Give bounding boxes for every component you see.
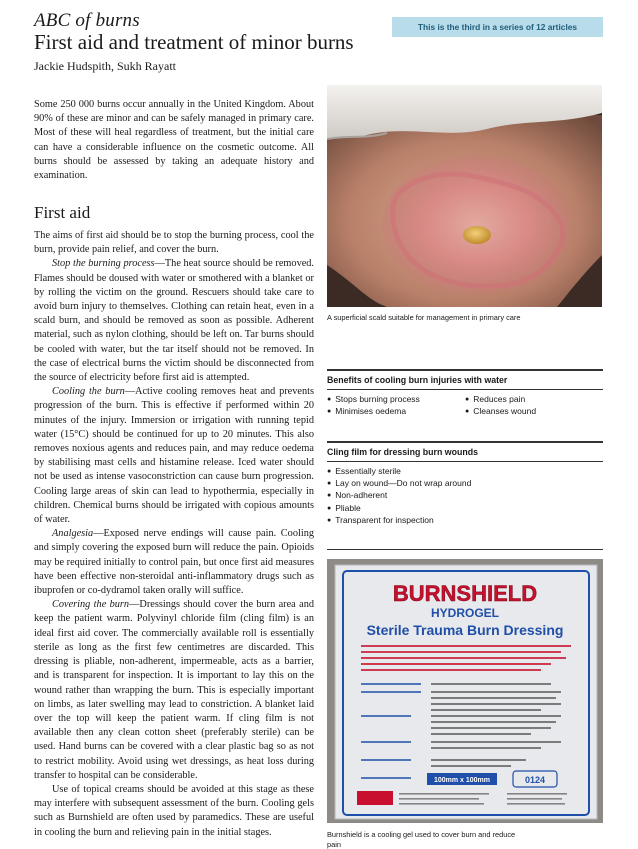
figure-caption: Burnshield is a cooling gel used to cover burn and reduce pain (327, 830, 516, 849)
section-heading-first-aid: First aid (34, 203, 91, 222)
bullet-list (327, 394, 603, 418)
box-heading: Cling film for dressing burn wounds (327, 447, 603, 462)
series-title: ABC of burns (34, 10, 140, 31)
paragraph-lead: Cooling the burn (52, 386, 125, 398)
first-aid-body (34, 229, 314, 840)
scald-photo (327, 85, 602, 307)
paragraph-text: —Dressings should cover the burn area and keep the patient warm. Polyvinyl chloride film (cling film) is an ideal first aid cover. The commercially available roll is essentially sterile as long as the first few centimetres are discarded. This dressing is pliable, non-adherent, impermeable, acts as a barrier, and is transparent for inspection. It is important to lay this on the wound rather than wrapping the burn. This is especially important on limbs, as later swelling may lead to constriction. A blanket laid over the top will keep the patient warm. If cling film is not available then any clean cotton sheet (preferably sterile) can be used. Hand burns can be covered with a clear plastic bag so as not to restrict mobility. Avoid using wet dressings, as heat loss during transfer to hospital can be considerable. (34, 599, 314, 781)
list-item: ● Minimises oedema (327, 406, 465, 418)
list-item: ● Stops burning process (327, 394, 465, 406)
paragraph-text: —Exposed nerve endings will cause pain. Cooling and simply covering the exposed burn will reduce the pain. Opioids may be required initially to control pain, but once first aid measures have been effective non-steroidal anti-inflammatory drugs such as ibuprofen or co-dydramol taken orally will suffice. (34, 528, 314, 597)
bullet-list (327, 466, 603, 527)
paragraph-text: —The heat source should be removed. Flames should be doused with water or smothered with a blanket or by rolling the victim on the ground. Rescuers should take care to avoid burn injury to themselves. Clothing can retain heat, even in a scald burn, and should be removed as soon as possible. Adherent material, such as nylon clothing, should be left on. Tar burns should be cooled with water, but the tar itself should not be removed. In the case of electrical burns the victim should be disconnected from the source of electricity before first aid is attempted. (34, 258, 315, 384)
list-item: ● Pliable (327, 503, 603, 515)
pack-size: 100mm x 100mm (433, 777, 491, 784)
cling-film-box (327, 441, 603, 527)
paragraph: The aims of first aid should be to stop the burning process, cool the burn, provide pain relief, and cover the burn. (34, 230, 314, 256)
box-heading: Benefits of cooling burn injuries with water (327, 375, 603, 390)
paragraph-lead: Covering the burn (52, 599, 130, 611)
pack-name: Sterile Trauma Burn Dressing (366, 622, 564, 638)
pack-brand: BURNSHIELD (392, 581, 538, 606)
list-item: ● Transparent for inspection (327, 515, 603, 527)
paragraph: Use of topical creams should be avoided at this stage as these may interfere with subsequent assessment of the burn. Cooling gels such as Burnshield are often used by paramedics. These are useful in cooling the burn and relieving pain in the initial stages. (34, 783, 314, 838)
pack-type: HYDROGEL (430, 606, 500, 620)
paragraph-lead: Stop the burning process (52, 258, 155, 270)
benefits-of-cooling-box (327, 369, 603, 418)
list-item: ● Cleanses wound (465, 406, 603, 418)
list-item: ● Essentially sterile (327, 466, 603, 478)
paragraph-text: —Active cooling removes heat and prevents progression of the burn. This is effective if performed within 20 minutes of the injury. Immersion or irrigation with running tepid water (15°C) should be continued for up to 20 minutes. This also removes noxious agents and reduces pain, and may reduce oedema by stabilising mast cells and histamine release. Iced water should not be used as intense vasoconstriction can cause burn progression. Cooling large areas of skin can lead to hypothermia, especially in children. Chemical burns should be irrigated with copious amounts of water. (34, 386, 314, 526)
paragraph-lead: Analgesia (52, 528, 94, 540)
burnshield-pack-photo (327, 559, 603, 823)
paragraph (34, 385, 314, 527)
box-divider (327, 549, 603, 550)
list-item: ● Reduces pain (465, 394, 603, 406)
article-title: First aid and treatment of minor burns (34, 30, 354, 54)
intro-paragraph: Some 250 000 burns occur annually in the United Kingdom. About 90% of these are minor and can be safely managed in primary care. Most of these will heal regardless of treatment, but the initial care can have a considerable influence on the cosmetic outcome. All burns should be assessed by taking an adequate history and examination. (34, 99, 314, 182)
series-note-badge: This is the third in a series of 12 articles (392, 17, 603, 37)
paragraph (34, 527, 314, 598)
list-item: ● Lay on wound—Do not wrap around (327, 478, 603, 490)
pack-ce-mark: 0124 (524, 775, 546, 785)
paragraph (34, 598, 314, 783)
figure-caption: A superficial scald suitable for management in primary care (327, 313, 521, 322)
authors: Jackie Hudspith, Sukh Rayatt (34, 59, 176, 73)
list-item: ● Non-adherent (327, 490, 603, 502)
paragraph (34, 257, 314, 385)
